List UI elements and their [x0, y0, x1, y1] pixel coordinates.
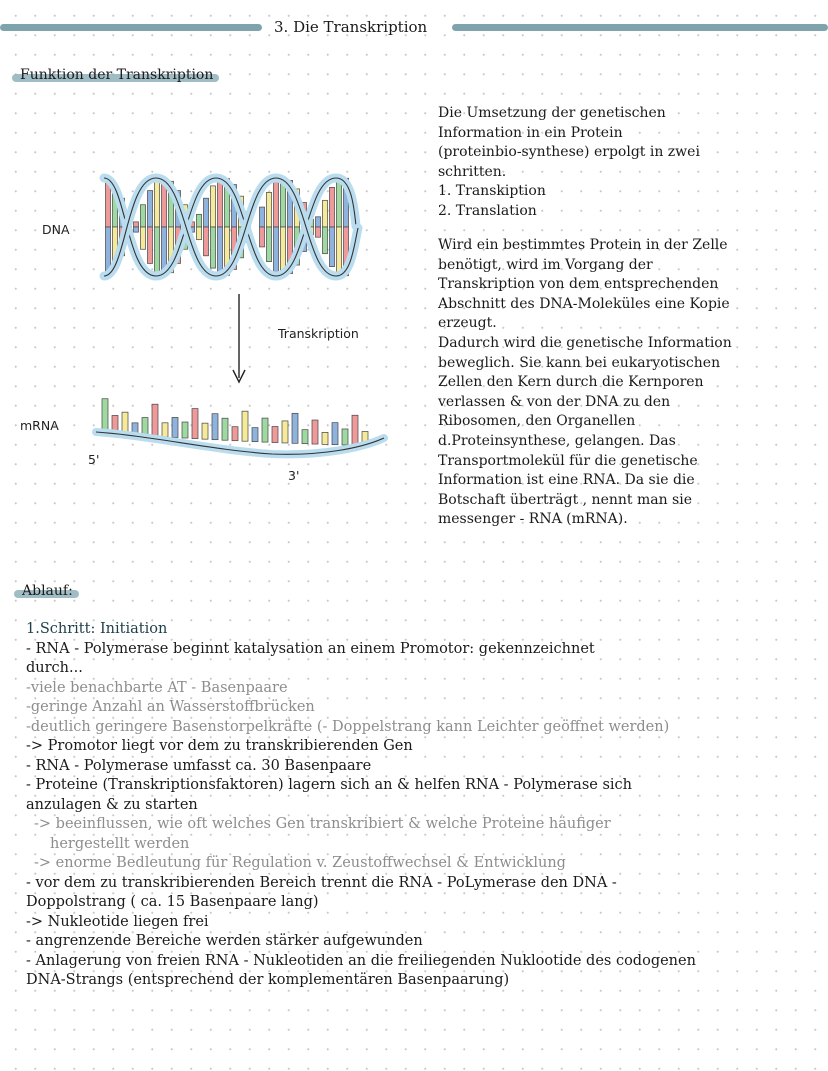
text-line: anzulagen & zu starten: [26, 796, 198, 813]
text-line: -> enorme Bedleutung für Regulation v. Zeustoffwechsel & Entwicklung: [34, 855, 566, 871]
text-line: Wird ein bestimmtes Protein in der Zelle: [438, 237, 728, 253]
text-line: benötigt, wird im Vorgang der: [438, 256, 653, 273]
text-line: erzeugt.: [438, 315, 497, 332]
base-pair-rung: [148, 191, 153, 227]
base-pair-rung: [323, 227, 328, 254]
base-pair-rung: [155, 227, 160, 273]
intro-text-block: [438, 104, 798, 222]
mrna-base: [302, 430, 308, 444]
text-line: d.Proteinsynthese, gelangen. Das: [438, 432, 676, 449]
three-prime-end-label: 3': [288, 468, 300, 483]
text-line: (proteinbio-synthese) erpolgt in zwei: [438, 144, 700, 161]
mrna-base: [192, 409, 198, 439]
mrna-base: [342, 429, 348, 445]
base-pair-rung: [316, 227, 321, 237]
text-line: - vor dem zu transkribierenden Bereich trennt die RNA - PoLymerase den DNA -: [26, 874, 617, 891]
base-pair-rung: [267, 227, 272, 262]
transcription-label: Transkription: [278, 326, 359, 341]
base-pair-rung: [197, 214, 202, 227]
text-line: messenger - RNA (mRNA).: [438, 511, 628, 528]
mrna-base: [332, 423, 338, 445]
mrna-base: [212, 414, 218, 440]
mrna-base: [282, 421, 288, 443]
mrna-base: [352, 415, 358, 445]
base-pair-rung: [141, 227, 146, 249]
mrna-base: [232, 427, 238, 441]
text-line: - RNA - Polymerase beginnt katalysation an einem Promotor: gekennzeichnet: [26, 640, 595, 657]
base-pair-rung: [260, 207, 265, 227]
text-line: Botschaft überträgt , nennt man sie: [438, 491, 692, 508]
base-pair-rung: [211, 186, 216, 227]
text-line: Transkription von dem entsprechenden: [438, 276, 719, 293]
mrna-base: [142, 418, 148, 436]
text-line: Transportmolekül für die genetische: [438, 452, 698, 469]
section-heading-text: Funktion der Transkription: [20, 67, 214, 83]
text-line: Information in ein Protein: [438, 124, 623, 141]
mrna-base: [292, 413, 298, 443]
text-line: Zellen den Kern durch die Kernporen: [438, 374, 704, 391]
mrna-base: [262, 418, 268, 442]
text-line: -> Promotor liegt vor dem zu transkribierenden Gen: [26, 738, 413, 754]
base-pair-rung: [274, 182, 279, 227]
page-title: 3. Die Transkription: [274, 18, 428, 36]
ablauf-text-block: [26, 620, 796, 991]
text-line: 1. Transkiption: [438, 183, 546, 200]
base-pair-rung: [204, 198, 209, 227]
base-pair-rung: [148, 227, 153, 263]
five-prime-end-label: 5': [88, 452, 100, 467]
mrna-base: [312, 420, 318, 444]
base-pair-rung: [134, 227, 139, 232]
base-pair-rung: [330, 227, 335, 267]
text-line: Ribosomen, den Organellen: [438, 413, 636, 430]
base-pair-rung: [274, 227, 279, 272]
mrna-base: [242, 411, 248, 441]
text-line: - Proteine (Transkriptionsfaktoren) lagern sich an & helfen RNA - Polymerase sich: [26, 777, 632, 793]
text-line: -viele benachbarte AT - Basenpaare: [26, 679, 288, 696]
mrna-base: [152, 404, 158, 436]
mrna-strand-diagram: [92, 392, 392, 462]
text-line: Abschnitt des DNA-Moleküles eine Kopie: [438, 295, 730, 312]
text-line: hergestellt werden: [50, 835, 190, 852]
mrna-base: [202, 423, 208, 439]
base-pair-rung: [316, 217, 321, 227]
text-line: verlassen & von der DNA zu den: [438, 393, 671, 410]
mrna-base: [182, 422, 188, 438]
mrna-base: [322, 432, 328, 444]
base-pair-rung: [218, 179, 223, 227]
text-line: 2. Translation: [438, 202, 537, 219]
section-heading-funktion: [20, 66, 213, 84]
dna-label: DNA: [42, 222, 70, 237]
mrna-base: [272, 427, 278, 443]
mrna-base: [252, 428, 258, 442]
transcription-arrow: [229, 292, 249, 386]
detail-text-block: [438, 236, 798, 530]
base-pair-rung: [197, 227, 202, 240]
base-pair-rung: [204, 227, 209, 256]
text-line: -deutlich geringere Basenstorpelkräfte (- Doppelstrang kann Leichter geöffnet werden): [26, 718, 670, 735]
section-heading-ablauf: [22, 582, 73, 600]
title-rule-left: [0, 24, 262, 31]
base-pair-rung: [218, 227, 223, 275]
base-pair-rung: [260, 227, 265, 247]
mrna-base: [222, 418, 228, 440]
text-line: Die Umsetzung der genetischen: [438, 105, 666, 121]
step-heading: 1.Schritt: Initiation: [26, 621, 168, 637]
base-pair-rung: [337, 227, 342, 274]
text-line: DNA-Strangs (entsprechend der komplementären Basenpaarung): [26, 972, 510, 988]
base-pair-rung: [134, 222, 139, 227]
text-line: -> Nukleotide liegen frei: [26, 913, 209, 930]
mrna-label: mRNA: [20, 418, 59, 433]
text-line: -geringe Anzahl an Wasserstoffbrücken: [26, 699, 315, 715]
title-rule-right: [452, 24, 828, 31]
text-line: Dadurch wird die genetische Information: [438, 334, 732, 351]
mrna-base: [172, 417, 178, 437]
mrna-base: [162, 423, 168, 437]
base-pair-rung: [141, 205, 146, 227]
section-heading-text: Ablauf:: [22, 583, 73, 599]
mrna-base: [102, 399, 108, 433]
base-pair-rung: [155, 181, 160, 227]
text-line: - angrenzende Bereiche werden stärker aufgewunden: [26, 933, 423, 949]
base-pair-rung: [323, 200, 328, 227]
base-pair-rung: [211, 227, 216, 268]
text-line: beweglich. Sie kann bei eukaryotischen: [438, 354, 721, 371]
text-line: -> beeinflussen, wie oft welches Gen transkribiert & welche Proteine häufiger: [34, 816, 611, 832]
text-line: - RNA - Polymerase umfasst ca. 30 Basenpaare: [26, 757, 372, 774]
text-line: - Anlagerung von freien RNA - Nukleotiden an die freiliegenden Nuklootide des codogenen: [26, 952, 696, 969]
base-pair-rung: [267, 192, 272, 227]
text-line: Information ist eine RNA. Da sie die: [438, 472, 695, 489]
base-pair-rung: [337, 180, 342, 227]
dna-helix-diagram: [96, 166, 366, 286]
text-line: durch...: [26, 660, 83, 676]
text-line: schritten.: [438, 163, 507, 180]
text-line: Doppolstrang ( ca. 15 Basenpaare lang): [26, 894, 319, 910]
base-pair-rung: [330, 187, 335, 227]
title-bar: [0, 17, 828, 37]
